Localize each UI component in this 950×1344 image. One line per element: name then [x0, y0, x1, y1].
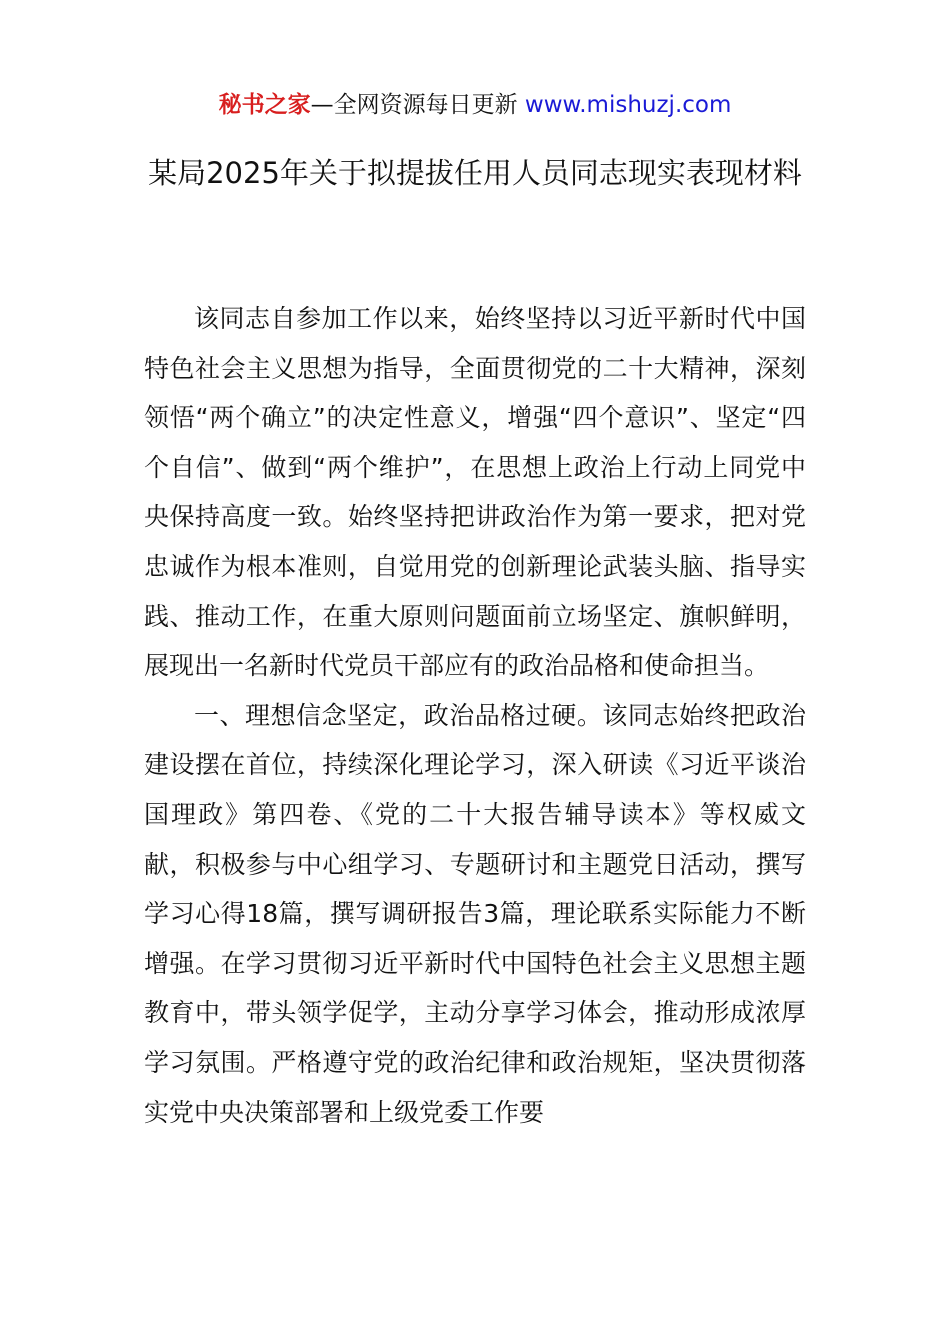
document-title: 某局2025年关于拟提拔任用人员同志现实表现材料 [148, 156, 802, 190]
body-paragraph-intro: 该同志自参加工作以来，始终坚持以习近平新时代中国特色社会主义思想为指导，全面贯彻党的二十大精神，深刻领悟“两个确立”的决定性意义，增强“四个意识”、坚定“四个自信”、做到“两个维护”，在思想上政治上行动上同党中央保持高度一致。始终坚持把讲政治作为第一要求，把对党忠诚作为根本准则，自觉用党的创新理论武装头脑、指导实践、推动工作，在重大原则问题面前立场坚定、旗帜鲜明，展现出一名新时代党员干部应有的政治品格和使命担当。 [144, 304, 806, 681]
site-header [0, 88, 950, 122]
document-body [144, 294, 806, 1137]
site-brand: 秘书之家 [218, 92, 311, 118]
site-url-link[interactable]: www.mishuzj.com [524, 92, 732, 118]
site-tagline: —全网资源每日更新 [310, 92, 525, 118]
body-paragraph-section-1: 一、理想信念坚定，政治品格过硬。该同志始终把政治建设摆在首位，持续深化理论学习，深入研读《习近平谈治国理政》第四卷、《党的二十大报告辅导读本》等权威文献，积极参与中心组学习、专题研讨和主题党日活动，撰写学习心得18篇，撰写调研报告3篇，理论联系实际能力不断增强。在学习贯彻习近平新时代中国特色社会主义思想主题教育中，带头领学促学，主动分享学习体会，推动形成浓厚学习氛围。严格遵守党的政治纪律和政治规矩，坚决贯彻落实党中央决策部署和上级党委工作要 [144, 700, 806, 1127]
